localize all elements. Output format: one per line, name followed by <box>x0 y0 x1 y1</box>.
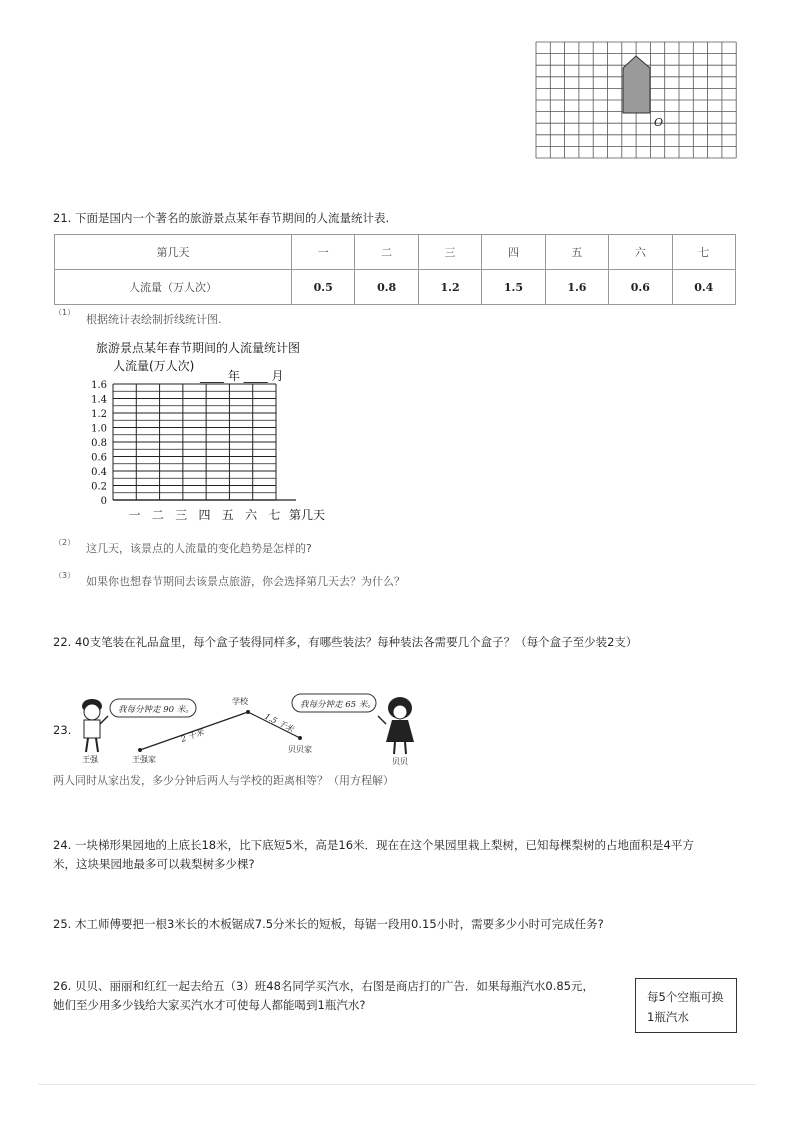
table-value-cell: 0.5 <box>292 270 355 305</box>
chart-ytick-label: 1.6 <box>91 380 107 391</box>
table-day-cell: 三 <box>418 235 481 270</box>
table-header-row <box>55 235 736 270</box>
stat-table <box>54 234 736 305</box>
girl-figure <box>378 697 414 754</box>
sub3-text: 如果你也想春节期间去该景点旅游，你会选择第几天去？为什么？ <box>86 575 405 588</box>
q24-line1: 24. 一块梯形果园地的上底长18米，比下底短5米，高是16米．现在在这个果园里栽上梨树，已知每棵梨树的占地面积是4平方 <box>53 838 694 852</box>
school-label: 学校 <box>232 697 248 706</box>
chart-ytick-label: 0.8 <box>91 438 107 449</box>
q23-number: 23. <box>53 723 72 737</box>
table-day-cell: 七 <box>672 235 735 270</box>
boy-name: 王强 <box>82 755 98 764</box>
q25-text: 25. 木工师傅要把一根3米长的木板锯成7.5分米长的短板，每锯一段用0.15小时，需要多少小时可完成任务? <box>53 917 604 931</box>
sub1-number: （1） <box>54 308 76 317</box>
sub2-number: （2） <box>54 538 76 547</box>
q26-line1: 26. 贝贝、丽丽和红红一起去给五（3）班48名同学买汽水，右图是商店打的广告．如果每瓶汽水0.85元， <box>53 979 594 993</box>
table-day-cell: 一 <box>292 235 355 270</box>
q23-illustration <box>70 690 430 770</box>
chart-xtick-label: 三 <box>175 508 188 522</box>
chart-xtick-label: 五 <box>221 508 234 522</box>
table-header-label: 第几天 <box>55 235 292 270</box>
table-value-row <box>55 270 736 305</box>
boy-home: 王强家 <box>132 755 156 764</box>
chart-ytick-label: 0.2 <box>91 481 107 493</box>
point-o-label: O <box>654 116 664 129</box>
chart-title: 旅游景点某年春节期间的人流量统计图 <box>96 341 301 355</box>
chart-xtick-label: 四 <box>198 508 211 522</box>
ad-box <box>635 978 737 1033</box>
table-value-cell: 1.2 <box>418 270 481 305</box>
chart-ytick-label: 1.2 <box>91 409 107 420</box>
table-day-cell: 五 <box>545 235 608 270</box>
sub3-number: （3） <box>54 571 76 580</box>
table-day-cell: 六 <box>609 235 672 270</box>
q24-line2: 米，这块果园地最多可以栽梨树多少棵? <box>53 857 255 871</box>
q23-question: 两人同时从家出发，多少分钟后两人与学校的距离相等？（用方程解） <box>53 774 394 787</box>
table-value-cell: 1.6 <box>545 270 608 305</box>
flow-chart <box>80 336 340 526</box>
boy-figure <box>82 699 108 752</box>
chart-xtick-label: 七 <box>268 508 281 522</box>
chart-xtick-label: 六 <box>245 508 258 522</box>
girl-name: 贝贝 <box>392 757 408 766</box>
left-distance: 2 千米 <box>179 727 206 744</box>
ad-line1: 每5个空瓶可换 <box>647 990 724 1004</box>
table-day-cell: 四 <box>482 235 545 270</box>
girl-home: 贝贝家 <box>288 745 312 754</box>
table-value-cell: 0.4 <box>672 270 735 305</box>
chart-ytick-label: 0.4 <box>91 467 107 478</box>
table-value-cell: 0.6 <box>609 270 672 305</box>
grid-figure <box>534 40 740 160</box>
q21-stem: 21. 下面是国内一个著名的旅游景点某年春节期间的人流量统计表. <box>53 211 390 225</box>
table-day-cell: 二 <box>355 235 418 270</box>
right-distance: 1.5 千米 <box>263 711 296 734</box>
chart-date-blank: ____ 年 ____ 月 <box>200 369 284 383</box>
girl-bubble: 我每分钟走 65 米。 <box>300 700 376 710</box>
chart-ylabel: 人流量(万人次) <box>113 359 195 373</box>
ad-line2: 1瓶汽水 <box>647 1010 689 1024</box>
table-value-cell: 0.8 <box>355 270 418 305</box>
chart-xlabel: 第几天 <box>289 508 326 522</box>
boy-bubble: 我每分钟走 90 米。 <box>118 705 194 715</box>
chart-xtick-label: 二 <box>151 508 164 522</box>
chart-ytick-label: 0.6 <box>91 452 107 464</box>
q22-text: 22. 40支笔装在礼品盒里，每个盒子装得同样多，有哪些装法？每种装法各需要几个盒子？（每个盒子至少装2支） <box>53 635 638 649</box>
chart-ytick-label: 1.0 <box>91 423 107 435</box>
table-value-cell: 1.5 <box>482 270 545 305</box>
chart-ytick-label: 0 <box>100 496 107 507</box>
chart-xtick-label: 一 <box>128 508 141 522</box>
page-divider <box>38 1084 756 1085</box>
table-row-label: 人流量（万人次） <box>55 270 292 305</box>
arrow-shape <box>623 56 650 113</box>
sub2-text: 这几天，该景点的人流量的变化趋势是怎样的? <box>86 542 312 555</box>
sub1-text: 根据统计表绘制折线统计图. <box>86 313 222 326</box>
chart-ytick-label: 1.4 <box>91 394 107 406</box>
q26-line2: 她们至少用多少钱给大家买汽水才可使每人都能喝到1瓶汽水? <box>53 998 366 1012</box>
